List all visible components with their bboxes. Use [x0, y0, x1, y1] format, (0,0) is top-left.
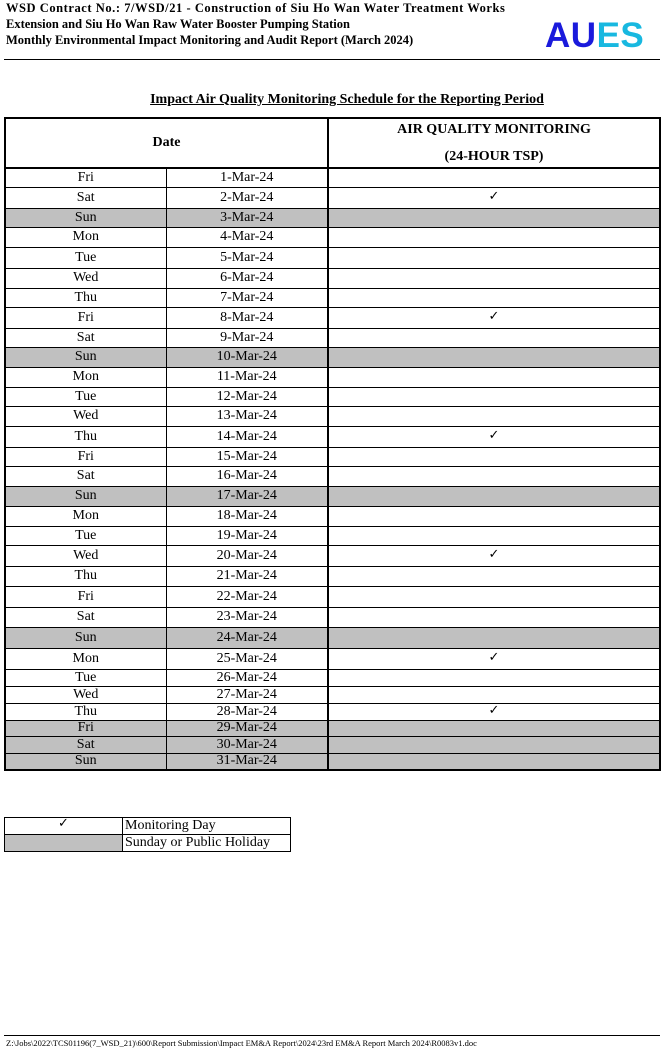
date-cell: 6-Mar-24	[166, 268, 328, 288]
day-cell: Wed	[5, 686, 166, 703]
table-row	[5, 669, 660, 686]
date-cell: 24-Mar-24	[166, 627, 328, 648]
day-cell: Sun	[5, 753, 166, 770]
table-row	[5, 328, 660, 347]
monitoring-cell	[328, 486, 660, 506]
header-project-line: Extension and Siu Ho Wan Raw Water Booster Pumping Station	[6, 17, 350, 31]
date-cell: 19-Mar-24	[166, 526, 328, 545]
header-divider	[4, 59, 660, 60]
day-cell: Tue	[5, 669, 166, 686]
monitoring-cell	[328, 268, 660, 288]
date-cell: 1-Mar-24	[166, 168, 328, 187]
table-row	[5, 506, 660, 526]
check-icon: ✓	[488, 702, 500, 718]
check-icon: ✓	[488, 427, 500, 443]
air-quality-header-line2: (24-HOUR TSP)	[444, 148, 544, 164]
monitoring-cell	[328, 648, 660, 669]
monitoring-cell	[328, 426, 660, 447]
file-path-footer: Z:\Jobs\2022\TCS01196(7_WSD_21)\600\Report Submission\Impact EM&A Report\2024\23rd EM&A Report March 2024\R0083v1.doc	[6, 1038, 477, 1048]
monitoring-cell	[328, 307, 660, 328]
monitoring-cell	[328, 187, 660, 208]
table-row	[5, 288, 660, 307]
table-row	[5, 703, 660, 720]
monitoring-cell	[328, 367, 660, 387]
monitoring-cell	[328, 168, 660, 187]
aues-logo	[545, 18, 644, 54]
check-icon: ✓	[58, 816, 69, 831]
table-row	[5, 545, 660, 566]
date-column-header: Date	[5, 118, 328, 168]
date-cell: 10-Mar-24	[166, 347, 328, 367]
monitoring-cell	[328, 586, 660, 607]
date-cell: 28-Mar-24	[166, 703, 328, 720]
check-icon: ✓	[488, 188, 500, 204]
day-cell: Tue	[5, 247, 166, 268]
table-row	[5, 526, 660, 545]
table-row	[5, 406, 660, 426]
date-cell: 3-Mar-24	[166, 208, 328, 227]
date-cell: 18-Mar-24	[166, 506, 328, 526]
day-cell: Sun	[5, 627, 166, 648]
monitoring-schedule-table	[4, 117, 661, 771]
day-cell: Fri	[5, 586, 166, 607]
header-contract-line: WSD Contract No.: 7/WSD/21 - Construction of Siu Ho Wan Water Treatment Works	[6, 1, 506, 15]
day-cell: Thu	[5, 426, 166, 447]
date-cell: 21-Mar-24	[166, 566, 328, 586]
table-row	[5, 168, 660, 187]
footer-divider	[4, 1035, 660, 1036]
monitoring-cell	[328, 526, 660, 545]
logo-part-es: ES	[596, 16, 645, 55]
date-cell: 25-Mar-24	[166, 648, 328, 669]
monitoring-cell	[328, 227, 660, 247]
day-cell: Sat	[5, 466, 166, 486]
monitoring-cell	[328, 328, 660, 347]
monitoring-cell	[328, 506, 660, 526]
table-row	[5, 247, 660, 268]
date-cell: 26-Mar-24	[166, 669, 328, 686]
legend-row-holiday	[5, 835, 291, 852]
table-header-row	[5, 118, 660, 168]
day-cell: Sat	[5, 328, 166, 347]
table-row	[5, 736, 660, 753]
day-cell: Fri	[5, 168, 166, 187]
table-row	[5, 486, 660, 506]
date-cell: 5-Mar-24	[166, 247, 328, 268]
legend-row-monitoring	[5, 818, 291, 835]
schedule-title: Impact Air Quality Monitoring Schedule for the Reporting Period	[150, 92, 544, 107]
monitoring-cell	[328, 686, 660, 703]
table-row	[5, 447, 660, 466]
monitoring-cell	[328, 607, 660, 627]
monitoring-cell	[328, 566, 660, 586]
monitoring-cell	[328, 208, 660, 227]
table-row	[5, 586, 660, 607]
date-cell: 4-Mar-24	[166, 227, 328, 247]
legend-monitoring-label: Monitoring Day	[123, 818, 291, 835]
monitoring-cell	[328, 669, 660, 686]
document-header	[6, 0, 546, 48]
date-cell: 8-Mar-24	[166, 307, 328, 328]
table-row	[5, 627, 660, 648]
day-cell: Wed	[5, 406, 166, 426]
day-cell: Wed	[5, 268, 166, 288]
legend-shade-swatch	[5, 835, 123, 852]
header-report-line: Monthly Environmental Impact Monitoring and Audit Report (March 2024)	[6, 33, 414, 47]
date-cell: 15-Mar-24	[166, 447, 328, 466]
day-cell: Mon	[5, 227, 166, 247]
day-cell: Mon	[5, 648, 166, 669]
monitoring-cell	[328, 347, 660, 367]
table-row	[5, 367, 660, 387]
day-cell: Mon	[5, 506, 166, 526]
monitoring-cell	[328, 247, 660, 268]
day-cell: Sat	[5, 607, 166, 627]
check-icon: ✓	[488, 546, 500, 562]
monitoring-cell	[328, 406, 660, 426]
table-row	[5, 187, 660, 208]
day-cell: Mon	[5, 367, 166, 387]
air-quality-header-line1: AIR QUALITY MONITORING	[397, 121, 591, 137]
day-cell: Wed	[5, 545, 166, 566]
date-cell: 17-Mar-24	[166, 486, 328, 506]
table-row	[5, 268, 660, 288]
monitoring-cell	[328, 720, 660, 736]
day-cell: Fri	[5, 720, 166, 736]
date-cell: 11-Mar-24	[166, 367, 328, 387]
air-quality-column-header	[328, 118, 660, 168]
table-row	[5, 387, 660, 406]
check-icon: ✓	[488, 308, 500, 324]
date-cell: 27-Mar-24	[166, 686, 328, 703]
date-cell: 14-Mar-24	[166, 426, 328, 447]
table-row	[5, 347, 660, 367]
logo-part-au: AU	[545, 16, 597, 55]
date-cell: 29-Mar-24	[166, 720, 328, 736]
table-row	[5, 208, 660, 227]
day-cell: Sun	[5, 486, 166, 506]
day-cell: Fri	[5, 307, 166, 328]
monitoring-cell	[328, 447, 660, 466]
monitoring-cell	[328, 736, 660, 753]
table-row	[5, 720, 660, 736]
date-cell: 9-Mar-24	[166, 328, 328, 347]
monitoring-cell	[328, 627, 660, 648]
day-cell: Tue	[5, 387, 166, 406]
day-cell: Thu	[5, 703, 166, 720]
table-row	[5, 686, 660, 703]
day-cell: Thu	[5, 566, 166, 586]
date-cell: 16-Mar-24	[166, 466, 328, 486]
day-cell: Tue	[5, 526, 166, 545]
date-cell: 31-Mar-24	[166, 753, 328, 770]
date-cell: 20-Mar-24	[166, 545, 328, 566]
date-cell: 2-Mar-24	[166, 187, 328, 208]
day-cell: Thu	[5, 288, 166, 307]
day-cell: Sat	[5, 187, 166, 208]
monitoring-cell	[328, 466, 660, 486]
legend-holiday-label: Sunday or Public Holiday	[123, 835, 291, 852]
table-row	[5, 307, 660, 328]
legend-table	[4, 817, 291, 852]
table-row	[5, 426, 660, 447]
date-cell: 12-Mar-24	[166, 387, 328, 406]
monitoring-cell	[328, 703, 660, 720]
table-row	[5, 753, 660, 770]
table-row	[5, 227, 660, 247]
monitoring-cell	[328, 387, 660, 406]
table-row	[5, 566, 660, 586]
day-cell: Fri	[5, 447, 166, 466]
table-row	[5, 607, 660, 627]
day-cell: Sun	[5, 208, 166, 227]
legend-check-cell	[5, 818, 123, 835]
table-row	[5, 466, 660, 486]
monitoring-cell	[328, 753, 660, 770]
day-cell: Sat	[5, 736, 166, 753]
date-cell: 7-Mar-24	[166, 288, 328, 307]
date-cell: 23-Mar-24	[166, 607, 328, 627]
day-cell: Sun	[5, 347, 166, 367]
monitoring-cell	[328, 545, 660, 566]
table-row	[5, 648, 660, 669]
check-icon: ✓	[488, 649, 500, 665]
date-cell: 13-Mar-24	[166, 406, 328, 426]
date-cell: 30-Mar-24	[166, 736, 328, 753]
date-cell: 22-Mar-24	[166, 586, 328, 607]
monitoring-cell	[328, 288, 660, 307]
